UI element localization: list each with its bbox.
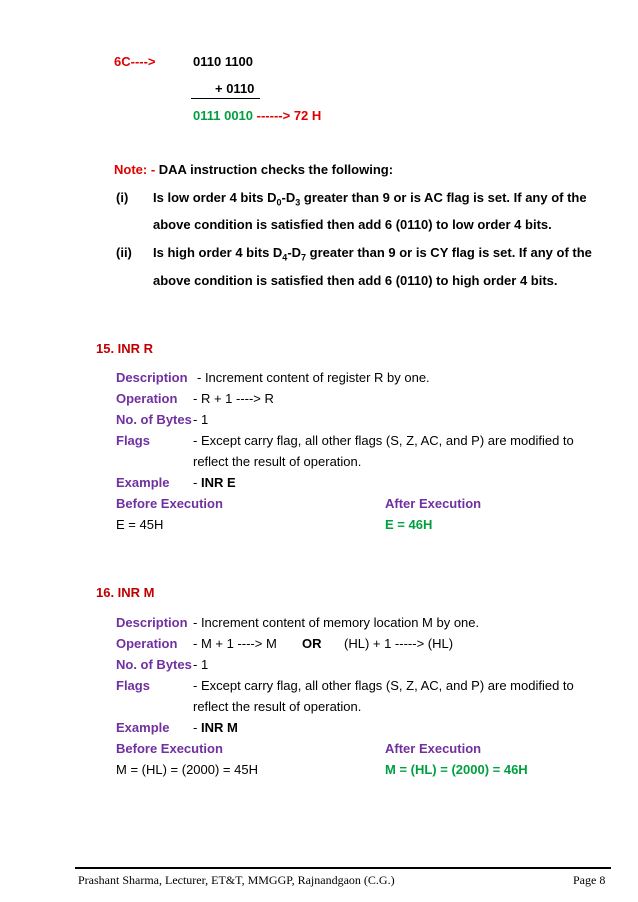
flags-label: Flags: [116, 678, 150, 693]
bytes-value: - 1: [193, 412, 209, 427]
flags-label: Flags: [116, 433, 150, 448]
before-execution-label: Before Execution: [116, 496, 223, 511]
note-label: Note: -: [114, 162, 156, 177]
flags-line2: reflect the result of operation.: [193, 699, 362, 714]
note-item-2-line1: Is high order 4 bits $D_4-D_7$ greater than 9 or is CY flag is set. If any of the: [153, 245, 592, 263]
daa-result-arrow: ------> 72 H: [253, 108, 322, 123]
addition-rule: [191, 98, 260, 99]
before-execution-value: E = 45H: [116, 517, 164, 532]
note-item-2-marker: (ii): [116, 245, 132, 260]
footer-rule: [75, 867, 611, 869]
after-execution-value: E = 46H: [385, 517, 433, 532]
footer-page-number: Page 8: [573, 873, 606, 887]
note-line: [114, 162, 393, 177]
bytes-label: No. of Bytes: [116, 412, 192, 427]
description-text: - Increment content of register R by one.: [197, 370, 430, 385]
example-value: - INR M: [193, 720, 238, 735]
flags-line1: - Except carry flag, all other flags (S, Z, AC, and P) are modified to: [193, 433, 574, 448]
example-label: Example: [116, 475, 170, 490]
operation-label: Operation: [116, 391, 178, 406]
daa-example-result: [193, 108, 321, 123]
before-execution-value: M = (HL) = (2000) = 45H: [116, 762, 258, 777]
operation-text: - M + 1 ----> M: [193, 636, 277, 651]
flags-line1: - Except carry flag, all other flags (S, Z, AC, and P) are modified to: [193, 678, 574, 693]
operation-or: OR: [302, 636, 322, 651]
description-label: Description: [116, 615, 188, 630]
example-value: - INR E: [193, 475, 236, 490]
footer-author: Prashant Sharma, Lecturer, ET&T, MMGGP, Rajnandgaon (C.G.): [78, 873, 395, 887]
after-execution-label: After Execution: [385, 496, 482, 511]
note-item-1-line1: Is low order 4 bits $D_0-D_3$ greater than 9 or is AC flag is set. If any of the: [153, 190, 587, 208]
description-text: - Increment content of memory location M by one.: [193, 615, 480, 630]
example-label: Example: [116, 720, 170, 735]
flags-line2: reflect the result of operation.: [193, 454, 362, 469]
operation-text: - R + 1 ----> R: [193, 391, 274, 406]
operation-label: Operation: [116, 636, 178, 651]
daa-example-line1: 0110 1100: [193, 54, 254, 69]
note-item-2-line2: above condition is satisfied then add 6 (0110) to high order 4 bits.: [153, 273, 558, 288]
note-item-1-line2: above condition is satisfied then add 6 (0110) to low order 4 bits.: [153, 217, 552, 232]
daa-example-label: 6C---->: [114, 54, 156, 69]
description-label: Description: [116, 370, 188, 385]
before-execution-label: Before Execution: [116, 741, 223, 756]
daa-result-value: 0111 0010: [193, 108, 254, 123]
after-execution-label: After Execution: [385, 741, 482, 756]
operation-text-alt: (HL) + 1 -----> (HL): [344, 636, 454, 651]
note-item-1-marker: (i): [116, 190, 129, 205]
bytes-label: No. of Bytes: [116, 657, 192, 672]
bytes-value: - 1: [193, 657, 209, 672]
section-heading-inr-r: 15. INR R: [96, 341, 154, 356]
after-execution-value: M = (HL) = (2000) = 46H: [385, 762, 528, 777]
section-heading-inr-m: 16. INR M: [96, 585, 155, 600]
note-text: DAA instruction checks the following:: [155, 162, 394, 177]
daa-example-line2: + 0110: [215, 81, 255, 96]
